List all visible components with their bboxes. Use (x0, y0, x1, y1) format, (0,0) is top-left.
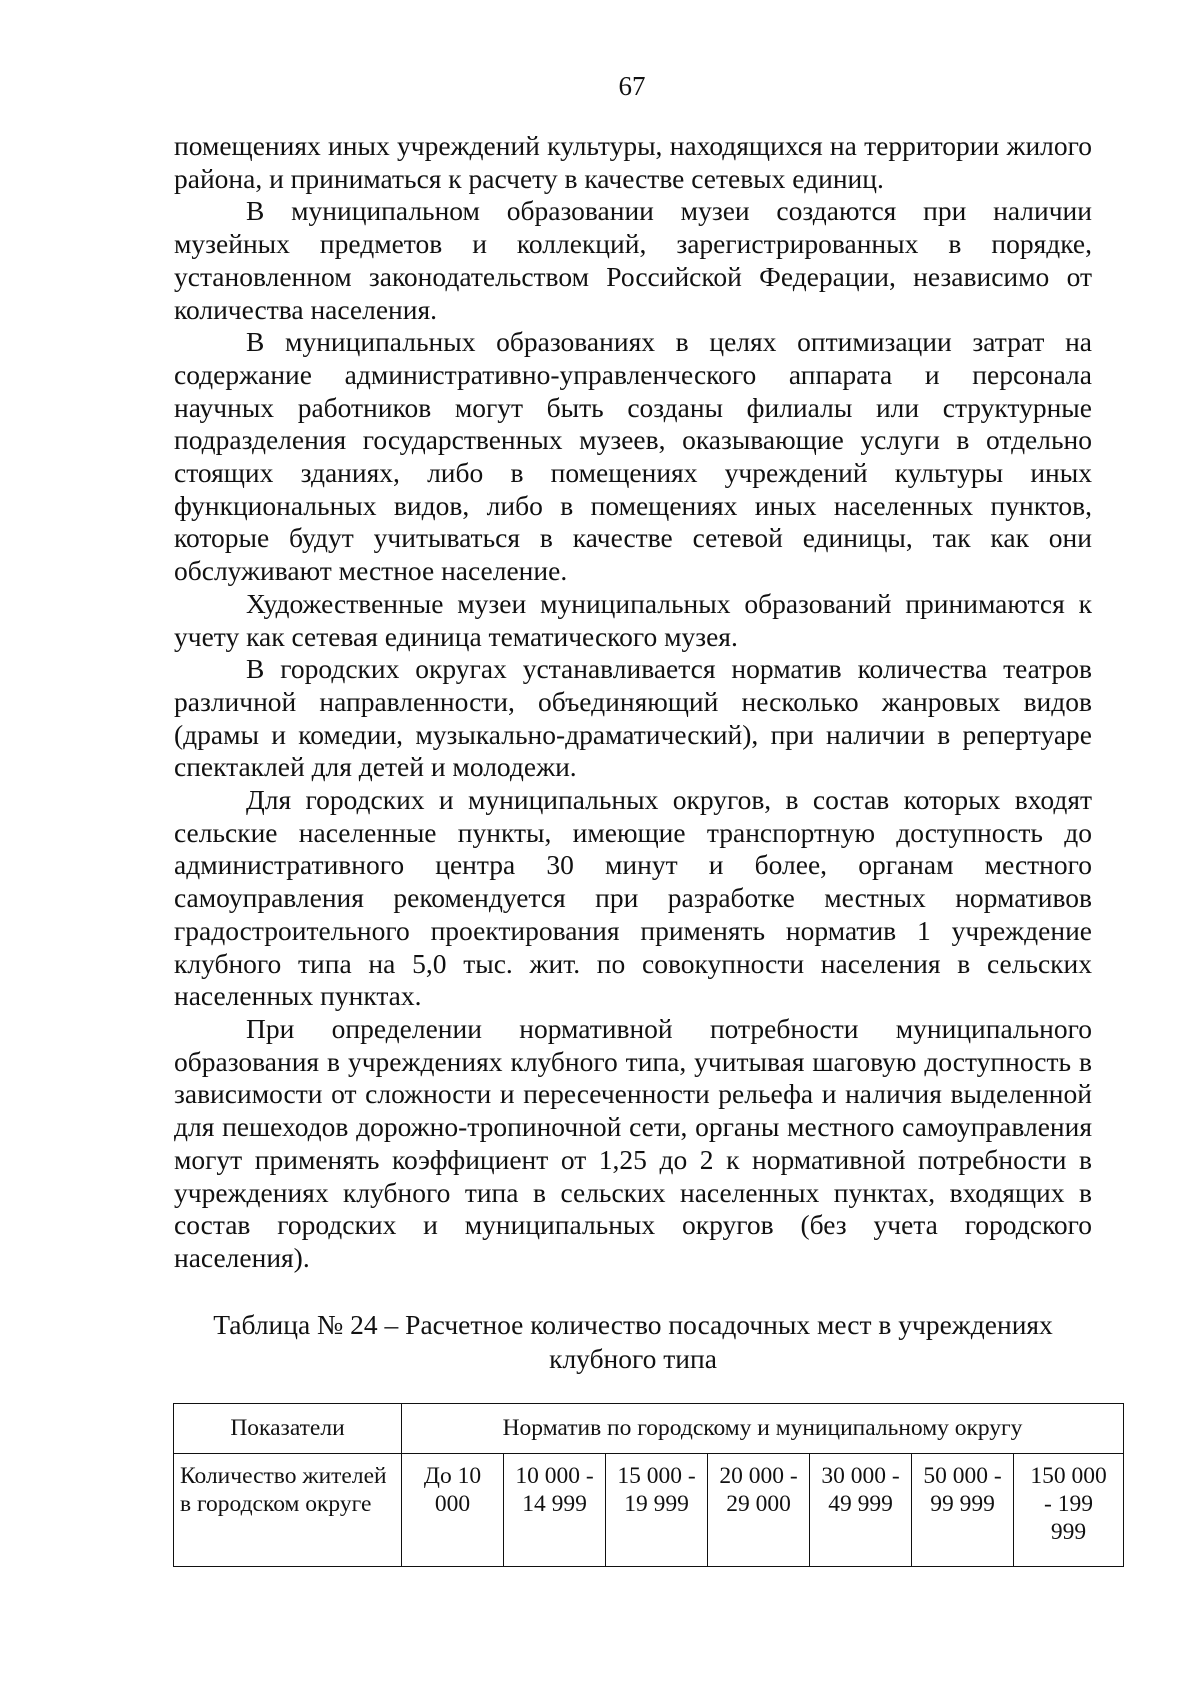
table-caption-line: клубного типа (549, 1343, 717, 1374)
cell-line: 15 000 - (617, 1463, 696, 1489)
cell-line: 19 999 (624, 1491, 689, 1517)
paragraph: В муниципальных образованиях в целях оптимизации затрат на содержание административно-управленческого аппарата и персонала научных работников могут быть созданы филиалы или структурные подразделения государственных музеев, оказывающие услуги в отдельно стоящих зданиях, либо в помещениях учреждений культуры иных функциональных видов, либо в помещениях иных населенных пунктов, которые будут учитываться в качестве сетевой единицы, так как они обслуживают местное население. (174, 326, 1092, 587)
table-cell (504, 1454, 606, 1567)
seats-table (173, 1403, 1124, 1567)
page-number: 67 (618, 71, 646, 101)
paragraph: Для городских и муниципальных округов, в состав которых входят сельские населенные пункты, имеющие транспортную доступность до административного центра 30 минут и более, органам местного самоуправления рекомендуется при разработке местных нормативов градостроительного проектирования применять норматив 1 учреждение клубного типа на 5,0 тыс. жит. по совокупности населения в сельских населенных пунктах. (174, 784, 1092, 1012)
row-label-line: в городском округе (180, 1491, 372, 1517)
paragraph: помещениях иных учреждений культуры, находящихся на территории жилого района, и приниматься к расчету в качестве сетевых единиц. (174, 130, 1092, 194)
row-label-residents (174, 1454, 402, 1567)
cell-line: 49 999 (828, 1491, 893, 1517)
table-header-row (174, 1404, 1124, 1454)
table-row (174, 1454, 1124, 1567)
cell-line: 14 999 (522, 1491, 587, 1517)
paragraph: Художественные музеи муниципальных образований принимаются к учету как сетевая единица тематического музея. (174, 587, 1092, 652)
header-norm: Норматив по городскому и муниципальному округу (402, 1404, 1124, 1454)
cell-line: 99 999 (930, 1491, 995, 1517)
cell-line: - 199 (1044, 1491, 1093, 1517)
table-cell (912, 1454, 1014, 1567)
cell-line: 50 000 - (923, 1463, 1002, 1489)
cell-line: До 10 (423, 1463, 482, 1489)
table-cell (402, 1454, 504, 1567)
cell-line: 000 (434, 1491, 471, 1517)
paragraph: В городских округах устанавливается норматив количества театров различной направленности, объединяющий несколько жанровых видов (драмы и комедии, музыкально-драматический), при наличии в репертуаре спектаклей для детей и молодежи. (174, 653, 1092, 783)
cell-line: 999 (1050, 1519, 1087, 1545)
table-cell (1014, 1454, 1124, 1567)
cell-line: 30 000 - (821, 1463, 900, 1489)
table-cell (810, 1454, 912, 1567)
header-indicators: Показатели (174, 1404, 402, 1454)
cell-line: 20 000 - (719, 1463, 798, 1489)
cell-line: 29 000 (726, 1491, 791, 1517)
table-cell (708, 1454, 810, 1567)
cell-line: 150 000 (1030, 1463, 1107, 1489)
row-label-line: Количество жителей (180, 1463, 387, 1489)
cell-line: 10 000 - (515, 1463, 594, 1489)
body-text (174, 130, 1092, 1275)
table-cell (606, 1454, 708, 1567)
paragraph: В муниципальном образовании музеи создаются при наличии музейных предметов и коллекций, зарегистрированных в порядке, установленном законодательством Российской Федерации, независимо от количества населения. (174, 195, 1092, 325)
paragraph: При определении нормативной потребности муниципального образования в учреждениях клубного типа, учитывая шаговую доступность в зависимости от сложности и пересеченности рельефа и наличия выделенной для пешеходов дорожно-тропиночной сети, органы местного самоуправления могут применять коэффициент от 1,25 до 2 к нормативной потребности в учреждениях клубного типа в сельских населенных пунктах, входящих в состав городских и муниципальных округов (без учета городского населения). (174, 1012, 1092, 1273)
table-caption (174, 1308, 1092, 1376)
table-caption-line: Таблица № 24 – Расчетное количество посадочных мест в учреждениях (213, 1309, 1053, 1340)
